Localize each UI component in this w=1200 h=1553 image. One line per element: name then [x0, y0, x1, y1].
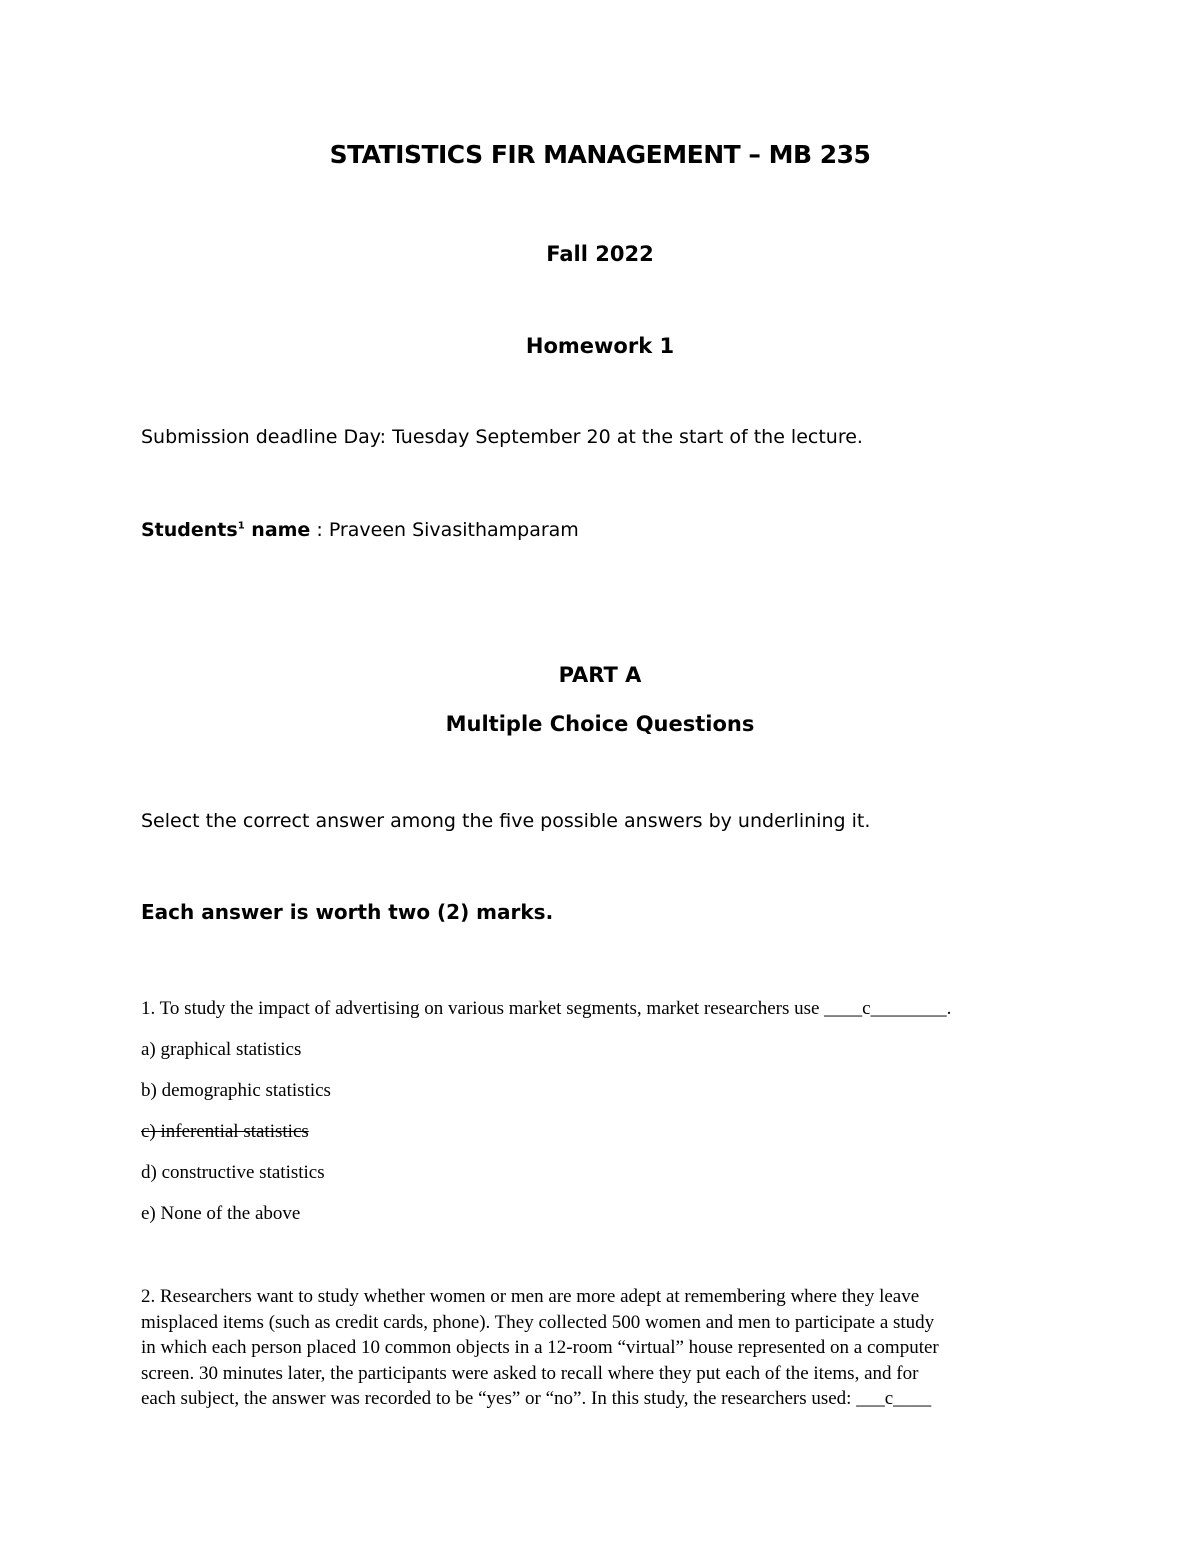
instructions-text: Select the correct answer among the five possible answers by underlining it.	[141, 810, 871, 832]
question-1: 1. To study the impact of advertising on various market segments, market researchers use ____c________.	[141, 998, 952, 1019]
marks-note: Each answer is worth two (2) marks.	[141, 900, 554, 924]
question-1-option-d: d) constructive statistics	[141, 1162, 325, 1183]
question-1-option-e: e) None of the above	[141, 1203, 301, 1224]
student-label: Students$^1$ name	[141, 519, 311, 541]
question-1-option-c: c) inferential statistics	[141, 1121, 309, 1142]
submission-deadline: Submission deadline Day: Tuesday September 20 at the start of the lecture.	[141, 426, 863, 448]
question-2-line: 2. Researchers want to study whether women or men are more adept at remembering where they leave	[141, 1286, 920, 1307]
assignment-heading: Homework 1	[525, 334, 675, 358]
question-2-line: in which each person placed 10 common objects in a 12-room “virtual” house represented on a computer	[141, 1337, 939, 1358]
part-subtitle: Multiple Choice Questions	[445, 712, 755, 736]
question-1-option-b: b) demographic statistics	[141, 1080, 331, 1101]
question-2-line: each subject, the answer was recorded to be “yes” or “no”. In this study, the researchers used: ___c____	[141, 1388, 932, 1409]
question-2-line: misplaced items (such as credit cards, phone). They collected 500 women and men to participate a study	[141, 1311, 935, 1333]
part-title: PART A	[558, 663, 642, 687]
question-2	[141, 1284, 1061, 1412]
student-name: Praveen Sivasithamparam	[328, 519, 579, 541]
question-2-line: screen. 30 minutes later, the participants were asked to recall where they put each of the items, and for	[141, 1362, 919, 1384]
footnote-marker: 1	[237, 520, 245, 532]
name-separator: :	[310, 519, 329, 541]
term-heading: Fall 2022	[546, 242, 654, 266]
student-name-line	[141, 519, 579, 541]
question-1-option-a: a) graphical statistics	[141, 1039, 302, 1060]
course-title: STATISTICS FIR MANAGEMENT – MB 235	[329, 140, 871, 169]
